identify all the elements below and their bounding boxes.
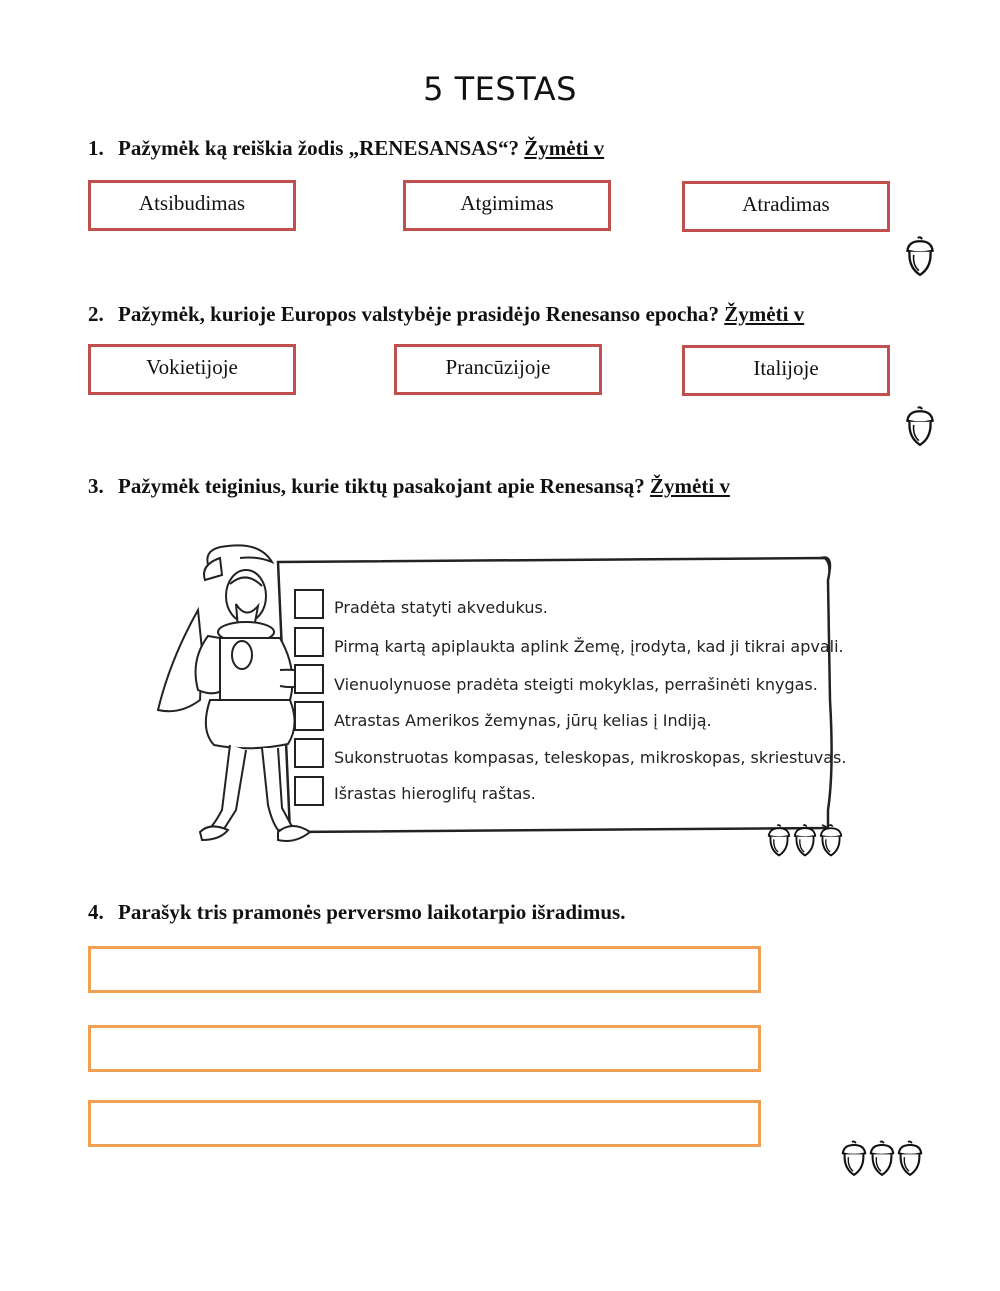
answer-box — [88, 946, 761, 993]
statement-checkbox[interactable] — [294, 738, 324, 768]
statement-checkbox[interactable] — [294, 627, 324, 657]
statement-text: Sukonstruotas kompasas, teleskopas, mikroskopas, skriestuvas. — [334, 748, 847, 767]
mark-instruction: Žymėti v — [650, 474, 730, 498]
question-number: 3. — [88, 474, 104, 498]
acorn-icon — [792, 824, 818, 858]
statement-text: Pradėta statyti akvedukus. — [334, 598, 548, 617]
question-text: Parašyk tris pramonės perversmo laikotarpio išradimus. — [118, 900, 626, 924]
question-number: 4. — [88, 900, 104, 924]
answer-input-2[interactable] — [91, 1028, 758, 1069]
statement-checkbox[interactable] — [294, 701, 324, 731]
question-4 — [88, 900, 625, 925]
statement-text: Atrastas Amerikos žemynas, jūrų kelias į Indiją. — [334, 711, 712, 730]
acorn-icon — [766, 824, 792, 858]
option-button[interactable]: Italijoje — [682, 345, 890, 396]
question-number: 1. — [88, 136, 104, 160]
question-text: Pažymėk teiginius, kurie tiktų pasakojant apie Renesansą? — [118, 474, 651, 498]
question-2 — [88, 302, 804, 327]
acorn-icon — [868, 1140, 896, 1178]
option-button[interactable]: Prancūzijoje — [394, 344, 602, 395]
acorn-icon — [818, 824, 844, 858]
renaissance-illustration — [150, 540, 850, 870]
question-text: Pažymėk, kurioje Europos valstybėje prasidėjo Renesanso epocha? — [118, 302, 725, 326]
question-3 — [88, 474, 730, 499]
statement-checkbox[interactable] — [294, 589, 324, 619]
acorn-icon — [904, 406, 936, 448]
mark-instruction: Žymėti v — [724, 302, 805, 326]
answer-box — [88, 1025, 761, 1072]
question-text: Pažymėk ką reiškia žodis „RENESANSAS“? — [118, 136, 525, 160]
statement-checkbox[interactable] — [294, 776, 324, 806]
option-button[interactable]: Atradimas — [682, 181, 890, 232]
statement-checkbox[interactable] — [294, 664, 324, 694]
acorn-icon — [840, 1140, 868, 1178]
answer-input-3[interactable] — [91, 1103, 758, 1144]
statement-text: Pirmą kartą apiplaukta aplink Žemę, įrodyta, kad ji tikrai apvali. — [334, 637, 844, 656]
option-button[interactable]: Atsibudimas — [88, 180, 296, 231]
option-button[interactable]: Vokietijoje — [88, 344, 296, 395]
answer-box — [88, 1100, 761, 1147]
mark-instruction: Žymėti v — [524, 136, 605, 160]
acorn-icon — [896, 1140, 924, 1178]
acorn-icon — [904, 236, 936, 278]
option-button[interactable]: Atgimimas — [403, 180, 611, 231]
question-number: 2. — [88, 302, 104, 326]
statement-text: Vienuolynuose pradėta steigti mokyklas, perrašinėti knygas. — [334, 675, 818, 694]
statement-text: Išrastas hieroglifų raštas. — [334, 784, 536, 803]
answer-input-1[interactable] — [91, 949, 758, 990]
page-title: 5 TESTAS — [423, 70, 577, 108]
question-1 — [88, 136, 604, 161]
